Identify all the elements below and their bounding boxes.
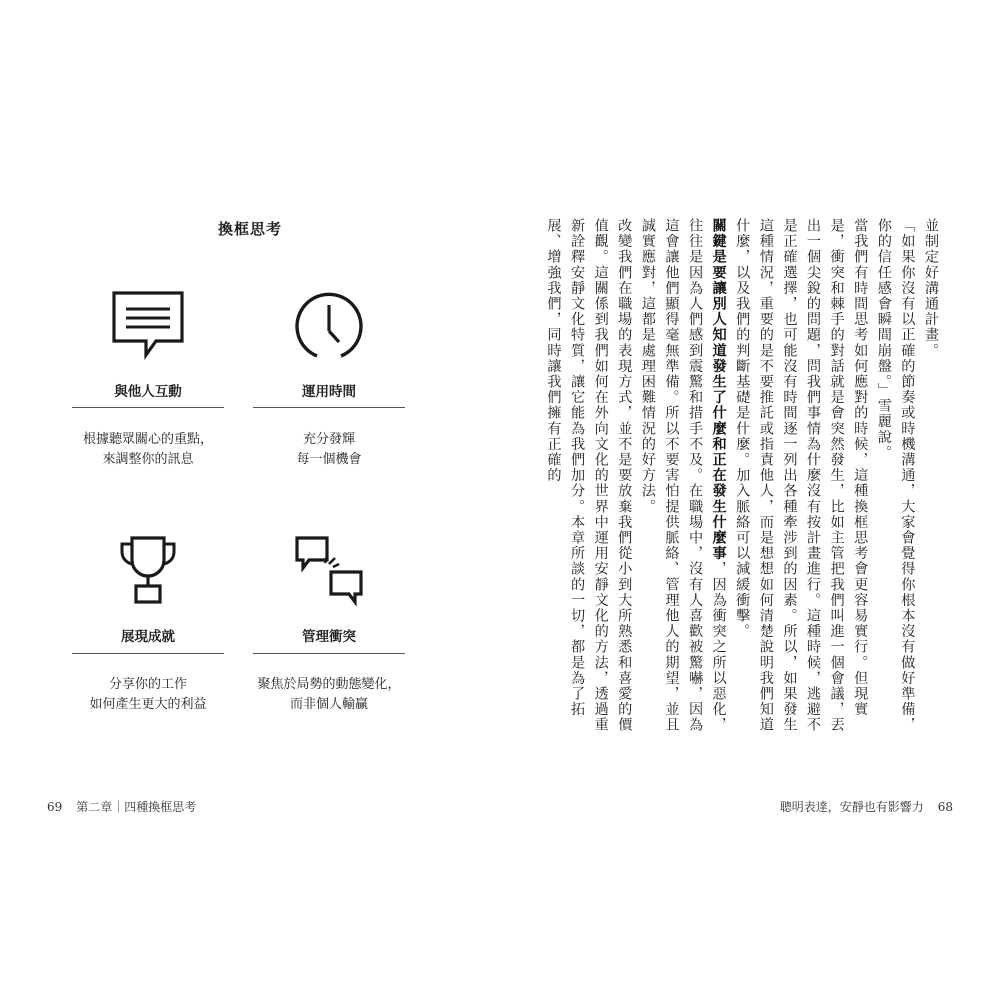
- section-title: 換框思考: [217, 220, 282, 238]
- desc-line: 根據聽眾關心的重點，: [82, 432, 213, 447]
- page-number: 69: [47, 800, 63, 814]
- cell-desc: [62, 675, 234, 715]
- cell-label: 與他人互動: [114, 384, 182, 400]
- desc-line: 聚焦於局勢的動態變化，: [257, 677, 401, 692]
- desc-line: 而非個人輸贏: [289, 697, 368, 712]
- body-text: [545, 218, 942, 744]
- desc-line: 充分發輝: [302, 432, 355, 447]
- bold-emphasis: 關鍵是要讓別人知道發生了什麼和正在發生什麼事: [710, 218, 727, 562]
- divider: [253, 653, 405, 654]
- speech-bubble-icon: [108, 287, 188, 367]
- paragraph-continuation: ，因為衝突之所以惡化，往往是因為人們感到震驚和措手不及。在職場中，沒有人喜歡被驚嚇，因為這會讓他們顯得毫無準備。所以不要害怕提供脈絡、管理他人的期望，並且誠實應對，這都是處理困難情況的好方法。: [639, 218, 727, 733]
- clock-icon: [289, 287, 369, 367]
- paragraph-with-emphasis: [635, 218, 729, 744]
- paragraph: 「如果你沒有以正確的節奏或時機溝通，大家會覺得你根本沒有做好準備，你的信任感會瞬間崩盤。」雪麗說。: [875, 218, 916, 733]
- cell-desc: [62, 430, 234, 470]
- paragraph: 當我們有時間思考如何應對的時候，這種換框思考會更容易實行。但現實是，衝突和棘手的對話就是會突然發生，比如主管把我們叫進一個會議，丟出一個尖銳的問題，問我們事情為什麼沒有按計畫進行。這種時候，逃避不是正確選擇，也可能沒有時間逐一列出各種牽涉到的因素。所以，如果發生這種情況，重要的是不要推託或指責他人，而是想想如何清楚說明我們知道什麼，以及我們的判斷基礎是什麼。加入脈絡可以減緩衝擊。: [734, 218, 869, 733]
- cell-label: 展現成就: [121, 629, 175, 645]
- cell-desc: [243, 675, 415, 715]
- paragraph: 並制定好溝通計畫。: [923, 218, 939, 359]
- folio-right: [766, 798, 953, 815]
- cell-label: 管理衝突: [302, 629, 356, 645]
- desc-line: 分享你的工作: [108, 677, 187, 692]
- desc-line: 如何產生更大的利益: [89, 697, 207, 712]
- page-number: 68: [937, 800, 953, 814]
- paragraph: 改變我們在職場的表現方式，並不是要放棄我們從小到大所熟悉和喜愛的價值觀。這關係到我們如何在外向文化的世界中運用安靜文化的方法，透過重新詮釋安靜文化特質，讓它能為我們加分。本章所談的一切，都是為了拓展、增強我們，同時讓我們擁有正確的: [545, 218, 633, 733]
- divider: [72, 407, 224, 408]
- running-head: 聰明表達，安靜也有影響力: [779, 800, 924, 814]
- right-page: [500, 0, 1000, 1000]
- trophy-icon: [108, 530, 188, 610]
- cell-desc: [243, 430, 415, 470]
- desc-line: 每一個機會: [296, 452, 362, 467]
- cell-label: 運用時間: [302, 384, 356, 400]
- conflict-bubbles-icon: [289, 530, 369, 610]
- running-head: 第二章｜四種換框思考: [76, 800, 197, 814]
- desc-line: 來調整你的訊息: [102, 452, 194, 467]
- divider: [253, 407, 405, 408]
- divider: [72, 653, 224, 654]
- folio-left: [47, 798, 210, 815]
